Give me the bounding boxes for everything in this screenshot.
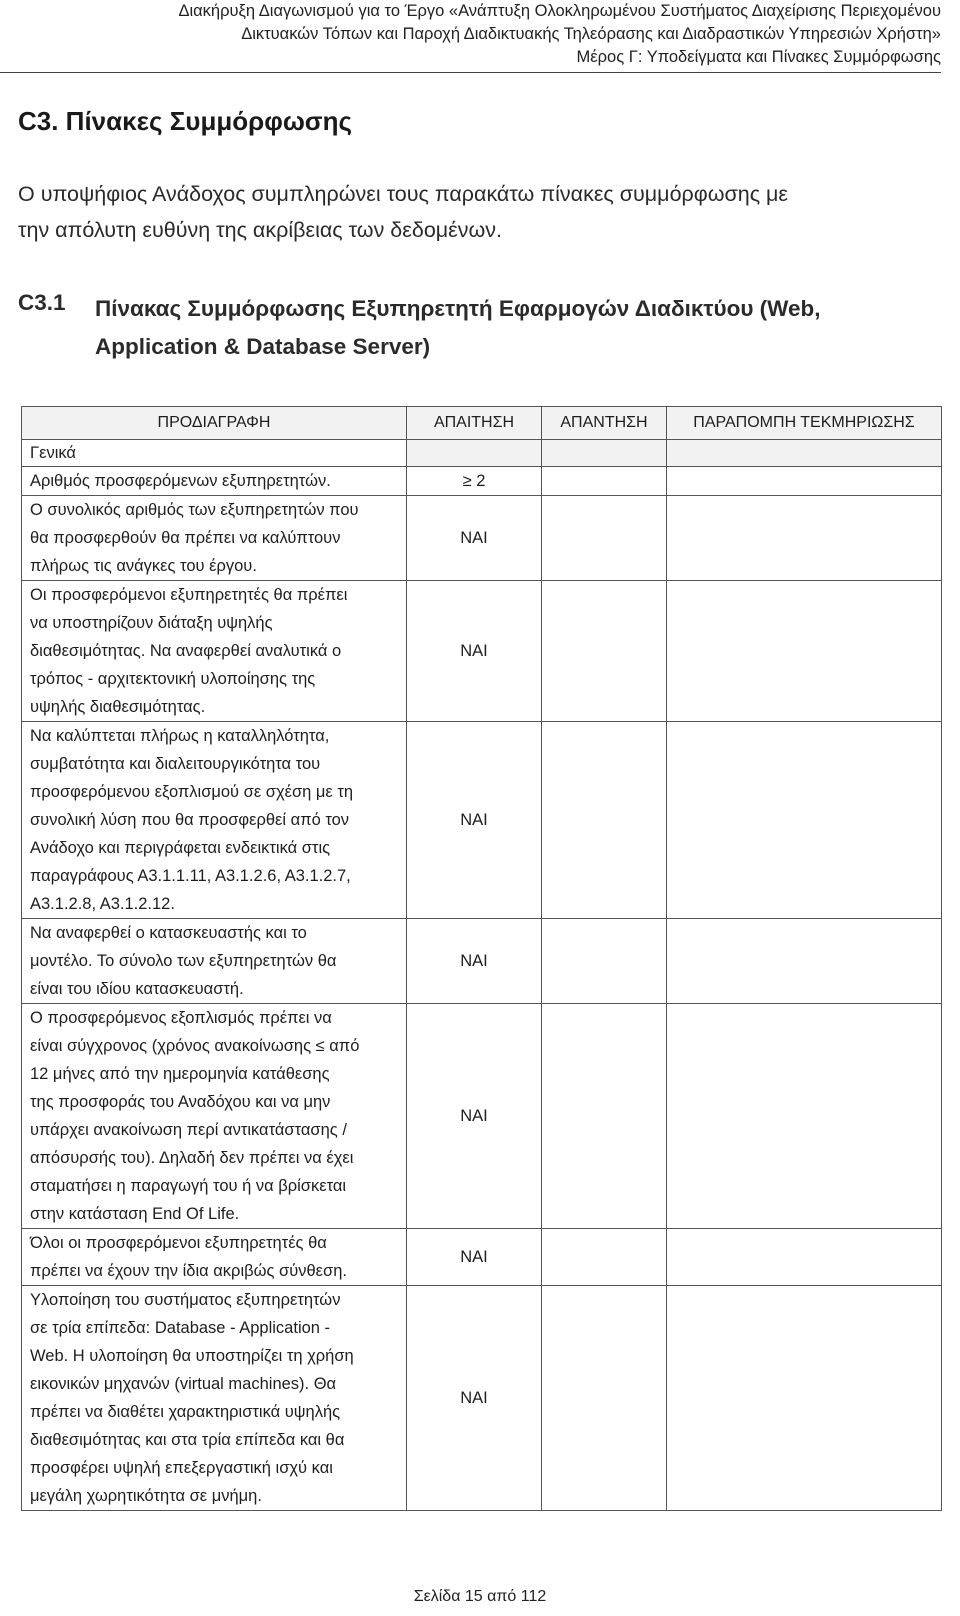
table-row xyxy=(22,722,942,919)
document-header xyxy=(0,0,941,69)
reference-cell[interactable] xyxy=(667,1004,942,1229)
spec-cell xyxy=(22,581,407,722)
spec-line: παραγράφους Α3.1.1.11, Α3.1.2.6, Α3.1.2.7, xyxy=(30,867,351,885)
answer-cell[interactable] xyxy=(542,496,667,581)
answer-cell[interactable] xyxy=(542,467,667,496)
table-row xyxy=(22,919,942,1004)
intro-line: την απόλυτη ευθύνη της ακρίβειας των δεδομένων. xyxy=(18,218,503,242)
spec-line: συνολική λύση που θα προσφερθεί από τον xyxy=(30,811,350,829)
header-reference: ΠΑΡΑΠΟΜΠΗ ΤΕΚΜΗΡΙΩΣΗΣ xyxy=(667,407,942,440)
reference-cell[interactable] xyxy=(667,496,942,581)
spec-line: συμβατότητα και διαλειτουργικότητα του xyxy=(30,755,321,773)
reference-cell[interactable] xyxy=(667,581,942,722)
subsection-title-line: Application & Database Server) xyxy=(95,334,431,359)
header-spec: ΠΡΟΔΙΑΓΡΑΦΗ xyxy=(22,407,407,440)
requirement-cell: ΝΑΙ xyxy=(407,1229,542,1286)
table-row xyxy=(22,1229,942,1286)
spec-line: υψηλής διαθεσιμότητας. xyxy=(30,698,206,716)
group-cell xyxy=(542,440,667,467)
group-label: Γενικά xyxy=(22,440,407,467)
spec-line: Ανάδοχο και περιγράφεται ενδεικτικά στις xyxy=(30,839,331,857)
subsection-title-line: Πίνακας Συμμόρφωσης Εξυπηρετητή Εφαρμογών Διαδικτύου (Web, xyxy=(95,296,821,321)
spec-line: σε τρία επίπεδα: Database - Application - xyxy=(30,1319,331,1337)
spec-line: τρόπος - αρχιτεκτονική υλοποίησης της xyxy=(30,670,316,688)
header-requirement: ΑΠΑΙΤΗΣΗ xyxy=(407,407,542,440)
spec-line: προσφερόμενου εξοπλισμού σε σχέση με τη xyxy=(30,783,354,801)
header-divider xyxy=(0,72,941,73)
spec-line: προσφέρει υψηλή επεξεργαστική ισχύ και xyxy=(30,1459,333,1477)
spec-line: σταματήσει η παραγωγή του ή να βρίσκεται xyxy=(30,1177,347,1195)
group-row xyxy=(22,440,942,467)
spec-line: να υποστηρίζουν διάταξη υψηλής xyxy=(30,614,273,632)
spec-line: μεγάλη χωρητικότητα σε μνήμη. xyxy=(30,1487,262,1505)
requirement-cell: ΝΑΙ xyxy=(407,1004,542,1229)
answer-cell[interactable] xyxy=(542,1229,667,1286)
spec-line: Α3.1.2.8, Α3.1.2.12. xyxy=(30,895,175,913)
spec-line: Ο συνολικός αριθμός των εξυπηρετητών που xyxy=(30,501,359,519)
spec-line: στην κατάσταση End Of Life. xyxy=(30,1205,240,1223)
table-row xyxy=(22,467,942,496)
answer-cell[interactable] xyxy=(542,722,667,919)
requirement-cell: ΝΑΙ xyxy=(407,581,542,722)
spec-line: 12 μήνες από την ημερομηνία κατάθεσης xyxy=(30,1065,330,1083)
spec-line: πρέπει να έχουν την ίδια ακριβώς σύνθεση. xyxy=(30,1262,347,1280)
spec-cell xyxy=(22,467,407,496)
spec-cell xyxy=(22,496,407,581)
spec-cell xyxy=(22,1004,407,1229)
answer-cell[interactable] xyxy=(542,581,667,722)
spec-cell xyxy=(22,722,407,919)
spec-line: πλήρως τις ανάγκες του έργου. xyxy=(30,557,257,575)
section-title: C3. Πίνακες Συμμόρφωσης xyxy=(18,106,352,136)
group-cell xyxy=(407,440,542,467)
spec-line: είναι σύγχρονος (χρόνος ανακοίνωσης ≤ από xyxy=(30,1037,360,1055)
spec-line: πρέπει να διαθέτει χαρακτηριστικά υψηλής xyxy=(30,1403,341,1421)
page-number: Σελίδα 15 από 112 xyxy=(413,1588,547,1605)
answer-cell[interactable] xyxy=(542,1286,667,1511)
spec-line: είναι του ιδίου κατασκευαστή. xyxy=(30,980,244,998)
spec-cell xyxy=(22,1286,407,1511)
reference-cell[interactable] xyxy=(667,467,942,496)
reference-cell[interactable] xyxy=(667,1286,942,1511)
spec-line: εικονικών μηχανών (virtual machines). Θα xyxy=(30,1375,337,1393)
table-row xyxy=(22,1004,942,1229)
header-line-3: Μέρος Γ: Υποδείγματα και Πίνακες Συμμόρφωσης xyxy=(576,48,941,66)
spec-line: Υλοποίηση του συστήματος εξυπηρετητών xyxy=(30,1291,341,1309)
requirement-cell: ΝΑΙ xyxy=(407,1286,542,1511)
intro-paragraph xyxy=(18,176,928,248)
answer-cell[interactable] xyxy=(542,919,667,1004)
header-answer: ΑΠΑΝΤΗΣΗ xyxy=(542,407,667,440)
subsection-title xyxy=(95,290,935,366)
spec-line: διαθεσιμότητας και στα τρία επίπεδα και θα xyxy=(30,1431,345,1449)
reference-cell[interactable] xyxy=(667,919,942,1004)
spec-line: της προσφοράς του Αναδόχου και να μην xyxy=(30,1093,331,1111)
spec-line: Όλοι οι προσφερόμενοι εξυπηρετητές θα xyxy=(30,1234,327,1252)
spec-line: Ο προσφερόμενος εξοπλισμός πρέπει να xyxy=(30,1009,332,1027)
table-row xyxy=(22,581,942,722)
requirement-cell: ΝΑΙ xyxy=(407,919,542,1004)
spec-line: Να αναφερθεί ο κατασκευαστής και το xyxy=(30,924,307,942)
group-cell xyxy=(667,440,942,467)
spec-line: Να καλύπτεται πλήρως η καταλληλότητα, xyxy=(30,727,330,745)
spec-cell xyxy=(22,919,407,1004)
spec-line: Οι προσφερόμενοι εξυπηρετητές θα πρέπει xyxy=(30,586,348,604)
intro-line: Ο υποψήφιος Ανάδοχος συμπληρώνει τους παρακάτω πίνακες συμμόρφωσης με xyxy=(18,182,789,206)
header-line-1: Διακήρυξη Διαγωνισμού για το Έργο «Ανάπτυξη Ολοκληρωμένου Συστήματος Διαχείρισης Περιεχομένου xyxy=(178,2,941,20)
requirement-cell: ΝΑΙ xyxy=(407,496,542,581)
answer-cell[interactable] xyxy=(542,1004,667,1229)
spec-line: διαθεσιμότητας. Να αναφερθεί αναλυτικά ο xyxy=(30,642,342,660)
header-line-2: Δικτυακών Τόπων και Παροχή Διαδικτυακής Τηλεόρασης και Διαδραστικών Υπηρεσιών Χρήστη» xyxy=(241,25,941,43)
table-row xyxy=(22,496,942,581)
compliance-table xyxy=(21,406,942,1511)
spec-line: θα προσφερθούν θα πρέπει να καλύπτουν xyxy=(30,529,341,547)
spec-line: υπάρχει ανακοίνωση περί αντικατάστασης / xyxy=(30,1121,347,1139)
spec-line: Αριθμός προσφερόμενων εξυπηρετητών. xyxy=(30,472,331,490)
requirement-cell: ΝΑΙ xyxy=(407,722,542,919)
reference-cell[interactable] xyxy=(667,1229,942,1286)
spec-line: απόσυρσής του). Δηλαδή δεν πρέπει να έχει xyxy=(30,1149,354,1167)
spec-cell xyxy=(22,1229,407,1286)
subsection-number: C3.1 xyxy=(18,290,66,315)
table-row xyxy=(22,1286,942,1511)
spec-line: μοντέλο. Το σύνολο των εξυπηρετητών θα xyxy=(30,952,337,970)
requirement-cell: ≥ 2 xyxy=(407,467,542,496)
reference-cell[interactable] xyxy=(667,722,942,919)
table-header-row xyxy=(22,407,942,440)
spec-line: Web. Η υλοποίηση θα υποστηρίζει τη χρήση xyxy=(30,1347,354,1365)
